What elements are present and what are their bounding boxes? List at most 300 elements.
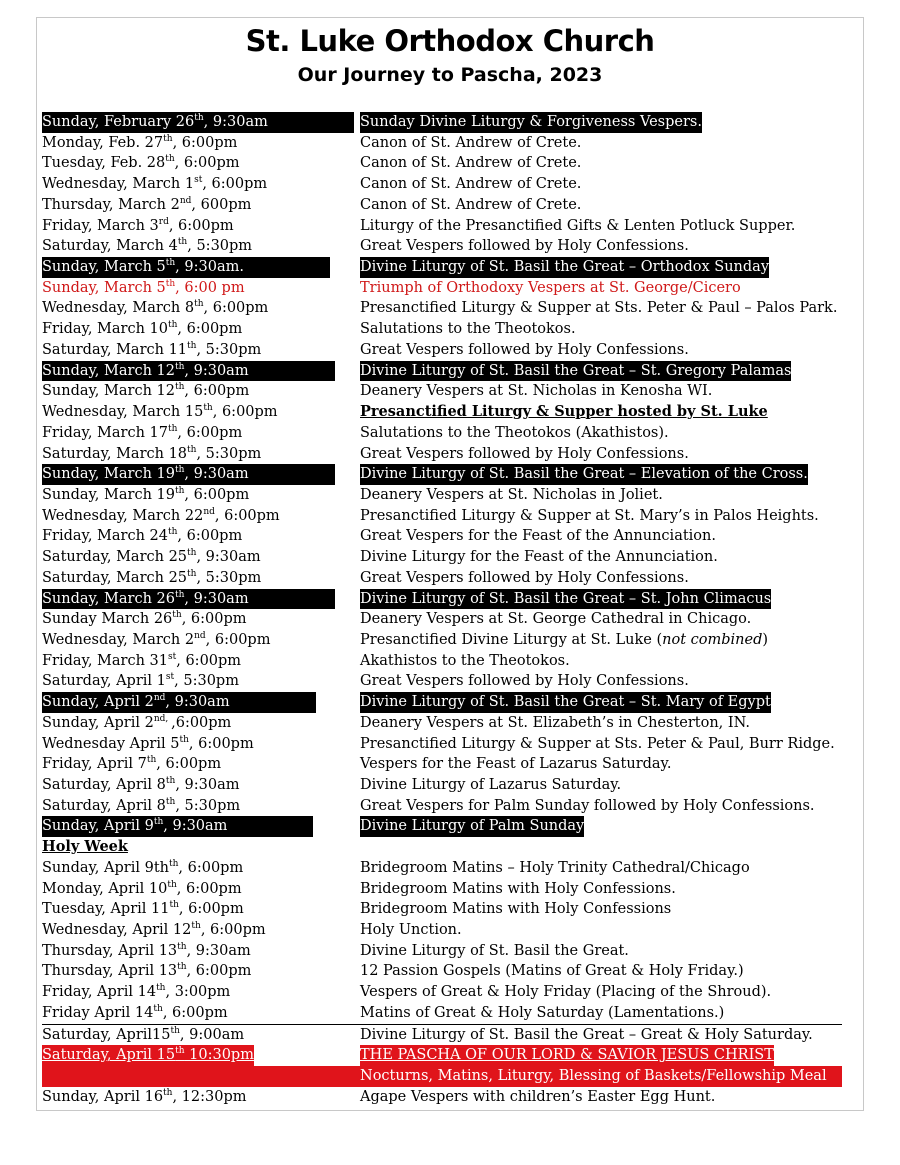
event-description (360, 858, 750, 879)
date-suffix: th (191, 921, 201, 932)
date-text: Wednesday, March 1 (42, 176, 195, 193)
schedule-row (42, 982, 842, 1003)
date-text: Friday, March 24 (42, 528, 168, 545)
date-suffix: th (175, 1046, 185, 1057)
event-description (360, 609, 751, 630)
date-suffix: th (174, 589, 185, 600)
event-description (360, 671, 689, 692)
event-text: Bridegroom Matins with Holy Confessions. (360, 880, 676, 897)
event-text: Triumph of Orthodoxy Vespers at St. George/Cicero (360, 279, 741, 296)
date-text: Tuesday, Feb. 28 (42, 155, 166, 172)
event-description (360, 1003, 724, 1024)
event-description (360, 692, 771, 713)
date-suffix: th (153, 1004, 163, 1015)
event-description (360, 547, 718, 568)
schedule-row (42, 195, 842, 216)
event-date (42, 340, 261, 361)
schedule-row (42, 216, 842, 237)
event-description (360, 361, 791, 382)
date-text: Friday, April 14 (42, 984, 157, 1001)
event-text: Great Vespers followed by Holy Confessions. (360, 445, 689, 462)
event-date (42, 1025, 244, 1046)
event-date (42, 506, 280, 527)
date-text: Saturday, March 25 (42, 569, 188, 586)
date-text: Thursday, March 2 (42, 196, 180, 213)
event-text: Divine Liturgy of St. Basil the Great – Great & Holy Saturday. (360, 1026, 813, 1043)
time-text: , 9:30am (186, 942, 251, 959)
event-description (360, 195, 581, 216)
date-text: Saturday, April 15 (42, 1047, 176, 1064)
date-suffix: th (187, 568, 197, 579)
event-text: Bridegroom Matins – Holy Trinity Cathedral/Chicago (360, 859, 750, 876)
schedule-row (42, 361, 842, 382)
schedule-row (42, 257, 842, 278)
schedule-row (42, 609, 842, 630)
event-date (42, 568, 261, 589)
event-date (42, 547, 261, 568)
date-suffix: nd (194, 631, 206, 642)
time-text: , 600pm (191, 196, 252, 213)
schedule-row (42, 816, 842, 837)
event-date (42, 796, 240, 817)
event-description (360, 713, 750, 734)
date-suffix: th (167, 423, 178, 434)
date-text: Wednesday, March 22 (42, 507, 204, 524)
event-date (42, 858, 243, 879)
date-suffix: th (156, 983, 166, 994)
date-text: Sunday, March 5 (42, 259, 166, 276)
time-text: , 6:00pm (200, 922, 266, 939)
event-date (42, 361, 335, 382)
date-suffix: st (165, 672, 175, 683)
event-date (42, 381, 249, 402)
event-date (42, 899, 244, 920)
date-text: Sunday, March 19 (42, 486, 175, 503)
date-suffix: th (177, 237, 188, 248)
date-suffix: th (187, 548, 197, 559)
schedule-row (42, 734, 842, 755)
event-date (42, 630, 270, 651)
event-date (42, 713, 231, 734)
date-text: Friday, March 31 (42, 652, 168, 669)
date-suffix: th (187, 341, 197, 352)
date-text: Saturday, April15 (42, 1026, 171, 1043)
schedule-row (42, 340, 842, 361)
event-text: Great Vespers followed by Holy Confessions. (360, 341, 689, 358)
event-text: 12 Passion Gospels (Matins of Great & Holy Friday.) (360, 963, 744, 980)
date-text: Sunday, February 26 (42, 114, 195, 130)
event-date (42, 236, 252, 257)
date-suffix: th (146, 755, 157, 766)
date-text: Wednesday, April 12 (42, 922, 192, 939)
event-text: Divine Liturgy of St. Basil the Great. (360, 942, 629, 959)
event-text: Sunday Divine Liturgy & Forgiveness Vespers. (360, 114, 702, 130)
event-text: Deanery Vespers at St. Nicholas in Joliet. (360, 486, 663, 503)
date-suffix: nd (153, 693, 166, 704)
schedule-row (42, 879, 842, 900)
schedule-row (42, 153, 842, 174)
date-text: Saturday, March 4 (42, 238, 178, 255)
schedule-row (42, 692, 842, 713)
event-description (360, 236, 689, 257)
schedule-row (42, 568, 842, 589)
event-description (360, 651, 570, 672)
event-date (42, 692, 316, 713)
event-date (42, 402, 278, 423)
time-text: , 6:00pm (168, 217, 234, 234)
schedule-row (42, 899, 842, 920)
event-date (42, 1003, 228, 1024)
date-text: Sunday March 26 (42, 611, 173, 628)
event-description (360, 340, 689, 361)
schedule-row (42, 1025, 842, 1046)
date-suffix: th (163, 1087, 173, 1098)
schedule-row (42, 754, 842, 775)
schedule-row (42, 920, 842, 941)
date-text: Sunday, April 16 (42, 1088, 164, 1105)
event-text: Salutations to the Theotokos (Akathistos). (360, 424, 669, 441)
time-text: , 6:00pm (178, 901, 244, 918)
event-date (42, 671, 239, 692)
date-suffix: th (165, 278, 176, 289)
event-date (42, 837, 128, 858)
event-date (42, 444, 261, 465)
event-date (42, 423, 242, 444)
time-text: , 6:00pm (184, 383, 250, 400)
time-text: , 6:00pm (203, 300, 269, 317)
schedule-row (42, 402, 842, 423)
time-text: , 6:00pm (176, 652, 242, 669)
date-text: Saturday, April 8 (42, 797, 166, 814)
event-description (360, 796, 815, 817)
time-text: , 5:30pm (196, 341, 262, 358)
event-description (360, 816, 584, 837)
event-description (360, 754, 671, 775)
schedule-row (42, 547, 842, 568)
event-text: Divine Liturgy of St. Basil the Great – St. Mary of Egypt (360, 694, 771, 711)
event-description (360, 278, 741, 299)
date-text: Wednesday, March 8 (42, 300, 195, 317)
event-text: Deanery Vespers at St. Elizabeth’s in Chesterton, IN. (360, 714, 750, 731)
date-suffix: th (194, 299, 204, 310)
event-text: Divine Liturgy of St. Basil the Great – Orthodox Sunday (360, 259, 770, 276)
time-text: , 6:00 pm (175, 279, 245, 296)
event-date (42, 174, 267, 195)
event-description (360, 961, 744, 982)
event-text: Divine Liturgy of St. Basil the Great – St. John Climacus (360, 590, 772, 607)
event-description (360, 257, 769, 278)
schedule-list (42, 112, 842, 1108)
time-text: , 9:30am. (175, 259, 244, 276)
event-text: Great Vespers for Palm Sunday followed by Holy Confessions. (360, 797, 815, 814)
event-date (42, 257, 330, 278)
time-text: , 9:30am (203, 114, 268, 130)
event-text: Great Vespers for the Feast of the Annunciation. (360, 528, 716, 545)
event-text: Canon of St. Andrew of Crete. (360, 134, 582, 151)
date-text: Friday, March 10 (42, 321, 168, 338)
date-suffix: th (165, 154, 175, 165)
event-description (360, 444, 689, 465)
event-description (360, 153, 581, 174)
event-text: Canon of St. Andrew of Crete. (360, 155, 582, 172)
time-text: , 6:00pm (177, 321, 243, 338)
event-text: Salutations to the Theotokos. (360, 321, 576, 338)
date-suffix: nd (179, 196, 192, 207)
date-text: Monday, April 10 (42, 880, 168, 897)
date-text: Sunday, March 12 (42, 362, 175, 379)
event-description (360, 1066, 827, 1087)
schedule-row (42, 381, 842, 402)
event-description (360, 589, 771, 610)
event-description (360, 174, 581, 195)
date-text: Thursday, April 13 (42, 963, 178, 980)
time-text: , 5:30pm (196, 569, 262, 586)
time-text: , 6:00pm (176, 880, 242, 897)
schedule-row (42, 319, 842, 340)
schedule-row (42, 485, 842, 506)
event-text: Presanctified Liturgy & Supper at St. Mary’s in Palos Heights. (360, 507, 819, 524)
event-text: Vespers of Great & Holy Friday (Placing of the Shroud). (360, 984, 772, 1001)
time-text: , 9:30am (184, 590, 249, 607)
schedule-row (42, 1087, 842, 1108)
date-text: Holy Week (42, 838, 128, 856)
date-text: Sunday, March 5 (42, 279, 166, 296)
event-description (360, 381, 712, 402)
event-date (42, 961, 251, 982)
schedule-row (42, 713, 842, 734)
time-text: , 6:00pm (178, 859, 244, 876)
time-text: , 6:00pm (174, 155, 240, 172)
schedule-row (42, 298, 842, 319)
event-description (360, 506, 819, 527)
schedule-row (42, 1045, 842, 1066)
event-text: Divine Liturgy of Lazarus Saturday. (360, 777, 622, 793)
time-text: , 6:00pm (177, 528, 243, 545)
date-suffix: th (168, 859, 179, 870)
time-text: , 6:00pm (181, 611, 247, 628)
date-text: Sunday, April 9th (42, 859, 169, 876)
event-description (360, 630, 768, 651)
date-text: Sunday, April 2 (42, 714, 154, 731)
event-description (360, 423, 669, 444)
event-description (360, 216, 795, 237)
schedule-row (42, 589, 842, 610)
schedule-row (42, 1066, 842, 1087)
date-suffix: th (177, 962, 187, 973)
event-text: Matins of Great & Holy Saturday (Lamentations.) (360, 1004, 725, 1021)
event-text: Holy Unction. (360, 922, 462, 939)
date-suffix: th (169, 900, 179, 911)
time-text: , 6:00pm (177, 424, 243, 441)
schedule-row (42, 444, 842, 465)
date-text: Wednesday, March 2 (42, 631, 195, 648)
event-text: Great Vespers followed by Holy Confessions. (360, 238, 689, 255)
event-description (360, 734, 835, 755)
date-text: Monday, Feb. 27 (42, 134, 164, 151)
schedule-row (42, 1003, 842, 1025)
event-description (360, 402, 768, 423)
event-date (42, 112, 354, 133)
event-date (42, 526, 242, 547)
date-suffix: th (165, 796, 176, 807)
page-subtitle: Our Journey to Pascha, 2023 (297, 64, 603, 86)
date-text: Sunday, March 19 (42, 466, 175, 483)
event-date (42, 1087, 247, 1108)
event-text: Great Vespers followed by Holy Confessions. (360, 569, 689, 586)
date-suffix: th (177, 941, 187, 952)
event-description (360, 464, 808, 485)
event-description (360, 1087, 715, 1108)
schedule-row (42, 423, 842, 444)
time-text: , 12:30pm (172, 1088, 247, 1105)
schedule-row (42, 796, 842, 817)
event-text: Divine Liturgy of St. Basil the Great – Elevation of the Cross. (360, 466, 808, 483)
event-description (360, 133, 581, 154)
schedule-row (42, 236, 842, 257)
time-text: , 6:00pm (202, 176, 268, 193)
date-suffix: st (167, 651, 177, 662)
event-text-end: ) (762, 631, 769, 648)
event-description (360, 920, 462, 941)
event-date (42, 195, 251, 216)
event-date (42, 775, 240, 796)
time-text: , 5:30pm (175, 797, 241, 814)
date-text: Saturday, March 25 (42, 549, 188, 566)
event-text: Divine Liturgy for the Feast of the Annunciation. (360, 549, 718, 566)
date-suffix: th (165, 258, 176, 269)
event-note: not combined (662, 631, 763, 648)
event-text: Bridegroom Matins with Holy Confessions (360, 901, 672, 918)
time-text: , 9:30am (163, 818, 228, 835)
date-suffix: th (163, 133, 173, 144)
time-text: , 9:30am (184, 362, 249, 379)
time-text: , 6:00pm (214, 507, 280, 524)
time-text: ,6:00pm (171, 714, 232, 731)
event-description (360, 1025, 813, 1046)
date-suffix: th (203, 403, 213, 414)
event-date (42, 982, 230, 1003)
event-description (360, 298, 837, 319)
schedule-row (42, 671, 842, 692)
time-text: , 9:30am (165, 694, 230, 711)
event-description (360, 526, 716, 547)
date-suffix: th (167, 879, 177, 890)
date-suffix: th (170, 1025, 180, 1036)
date-text: Thursday, April 13 (42, 942, 178, 959)
time-text: , 6:00pm (172, 134, 238, 151)
event-date (42, 319, 242, 340)
event-date (42, 216, 234, 237)
date-text: Sunday, March 12 (42, 383, 175, 400)
date-suffix: th (194, 113, 204, 124)
date-suffix: th (174, 361, 185, 372)
date-text: Saturday, April 8 (42, 777, 166, 793)
date-suffix: th (167, 527, 178, 538)
event-text: Agape Vespers with children’s Easter Egg Hunt. (360, 1088, 716, 1105)
schedule-row (42, 630, 842, 651)
schedule-row (42, 961, 842, 982)
time-text: , 9:30am (175, 777, 240, 793)
event-date (42, 298, 268, 319)
date-text: Sunday, April 2 (42, 694, 154, 711)
event-date (42, 609, 247, 630)
date-text: Tuesday, April 11 (42, 901, 170, 918)
event-text: Divine Liturgy of Palm Sunday (360, 818, 585, 835)
page-title: St. Luke Orthodox Church (245, 24, 655, 58)
event-date (42, 754, 221, 775)
event-text: THE PASCHA OF OUR LORD & SAVIOR JESUS CHRIST (360, 1047, 774, 1064)
time-text: , 5:30pm (187, 238, 253, 255)
event-text: Liturgy of the Presanctified Gifts & Lenten Potluck Supper. (360, 217, 796, 234)
section-heading (42, 837, 842, 858)
event-text: Canon of St. Andrew of Crete. (360, 196, 582, 213)
time-text: , 5:30pm (196, 445, 262, 462)
event-date (42, 1045, 254, 1066)
event-description (360, 1045, 774, 1066)
date-text: Friday April 14 (42, 1004, 154, 1021)
event-text: Nocturns, Matins, Liturgy, Blessing of Baskets/Fellowship Meal (360, 1068, 827, 1085)
time-text: , 6:00pm (162, 1004, 228, 1021)
event-text: Great Vespers followed by Holy Confessions. (360, 673, 689, 690)
event-description (360, 899, 671, 920)
event-date (42, 133, 237, 154)
event-text: Canon of St. Andrew of Crete. (360, 176, 582, 193)
time-text: , 6:00pm (186, 963, 252, 980)
event-description (360, 879, 676, 900)
date-text: Sunday, April 9 (42, 818, 154, 835)
date-suffix: nd, (153, 714, 172, 725)
schedule-row (42, 112, 842, 133)
schedule-row (42, 858, 842, 879)
time-text: , 9:00am (179, 1026, 245, 1043)
date-text: Saturday, March 18 (42, 445, 188, 462)
date-suffix: th (179, 734, 189, 745)
time-text: , 9:30am (184, 466, 249, 483)
date-suffix: th (174, 465, 185, 476)
event-text: Presanctified Liturgy & Supper hosted by St. Luke (360, 403, 768, 421)
schedule-row (42, 526, 842, 547)
schedule-row (42, 941, 842, 962)
date-text: Wednesday April 5 (42, 735, 180, 752)
event-date (42, 651, 241, 672)
event-text: Deanery Vespers at St. George Cathedral in Chicago. (360, 611, 752, 628)
schedule-row (42, 775, 842, 796)
event-description (360, 982, 771, 1003)
schedule-row (42, 651, 842, 672)
time-text: , 6:00pm (205, 631, 271, 648)
event-text: Akathistos to the Theotokos. (360, 652, 570, 669)
date-text: Wednesday, March 15 (42, 404, 204, 421)
event-date (42, 920, 266, 941)
date-suffix: nd (203, 506, 215, 517)
event-description (360, 112, 702, 133)
event-date (42, 879, 242, 900)
time-text: , 6:00pm (188, 735, 254, 752)
date-text: Sunday, March 26 (42, 590, 175, 607)
date-suffix: rd (158, 216, 169, 227)
event-date (42, 734, 254, 755)
event-date (42, 464, 335, 485)
event-date (42, 816, 313, 837)
date-text: Friday, March 3 (42, 217, 159, 234)
schedule-row (42, 174, 842, 195)
date-suffix: th (165, 776, 176, 787)
date-suffix: th (167, 320, 178, 331)
event-text: Presanctified Divine Liturgy at St. Luke ( (360, 631, 663, 648)
event-description (360, 568, 689, 589)
event-description (360, 319, 576, 340)
event-text: Divine Liturgy of St. Basil the Great – St. Gregory Palamas (360, 362, 792, 379)
